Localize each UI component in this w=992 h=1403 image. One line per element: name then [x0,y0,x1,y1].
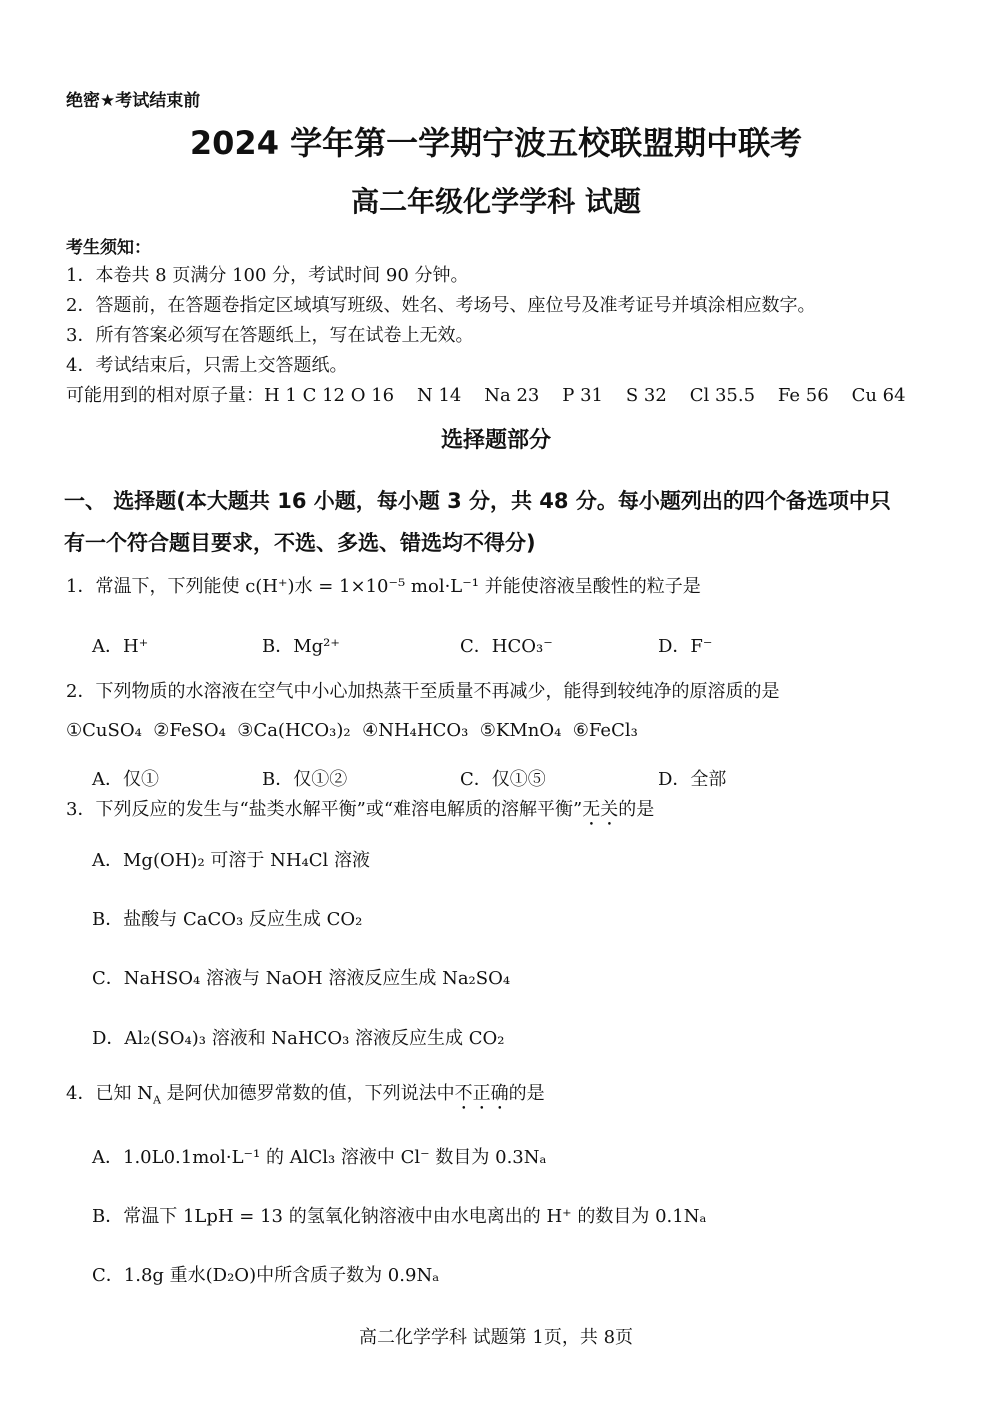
section-title: 选择题部分 [440,428,551,453]
q2-option-b: B．仅①② [262,769,348,790]
q2-option-a: A．仅① [92,769,159,790]
q1-suffix: 并能使溶液呈酸性的粒子是 [484,576,701,597]
section-instruction-2: 有一个符合题目要求，不选、多选、错选均不得分) [64,531,536,555]
q1-option-d: D．F⁻ [658,636,713,657]
q4-stem-sub: A [152,1093,161,1107]
page-footer: 高二化学学科 试题第 1页，共 8页 [358,1327,634,1348]
atomic-masses: 可能用到的相对原子量：H 1 C 12 O 16 N 14 Na 23 P 31 S 32 Cl 35.5 Fe 56 Cu 64 [66,385,906,406]
question-4-stem [66,1079,545,1114]
q1-formula: c(H⁺)水 = 1×10⁻⁵ mol·L⁻¹ [245,576,479,597]
section-instruction-1: 一、 选择题(本大题共 16 小题，每小题 3 分，共 48 分。每小题列出的四个备选项中只 [64,489,891,513]
notice-item-2: 2．答题前，在答题卷指定区域填写班级、姓名、考场号、座位号及准考证号并填涂相应数字。 [66,295,816,316]
q2-option-c: C．仅①⑤ [460,769,546,790]
q3-option-b: B．盐酸与 CaCO₃ 反应生成 CO₂ [92,909,363,930]
question-1-stem [66,572,701,598]
q1-option-c: C．HCO₃⁻ [460,636,553,657]
q3-option-a: A．Mg(OH)₂ 可溶于 NH₄Cl 溶液 [92,850,371,871]
q2-option-d: D．全部 [658,769,727,790]
notice-item-4: 4．考试结束后，只需上交答题纸。 [66,355,348,376]
q3-stem-prefix: 3．下列反应的发生与“盐类水解平衡”或“难溶电解质的溶解平衡” [66,799,583,820]
notice-item-3: 3．所有答案必须写在答题纸上，写在试卷上无效。 [66,325,474,346]
notice-item-1: 1．本卷共 8 页满分 100 分，考试时间 90 分钟。 [66,265,469,286]
exam-title: 2024 学年第一学期宁波五校联盟期中联考 [189,124,803,162]
q4-option-a: A．1.0L0.1mol·L⁻¹ 的 AlCl₃ 溶液中 Cl⁻ 数目为 0.3Nₐ [92,1147,547,1168]
notice-heading: 考生须知： [66,238,151,258]
q1-prefix: 1．常温下，下列能使 [66,576,240,597]
question-2-stem: 2．下列物质的水溶液在空气中小心加热蒸干至质量不再减少，能得到较纯净的原溶质的是 [66,681,780,702]
q3-stem-suffix: 的是 [618,799,655,820]
q1-option-a: A．H⁺ [92,636,149,657]
q4-stem-emphasis: 不正确 [454,1083,509,1104]
q4-stem-prefix: 4．已知 N [66,1083,153,1104]
q1-option-b: B．Mg²⁺ [262,636,340,657]
q4-stem-mid: 是阿伏加德罗常数的值，下列说法中 [160,1083,455,1104]
secret-label: 绝密★考试结束前 [66,91,201,111]
q3-stem-emphasis: 无关 [582,799,619,820]
q3-option-d: D．Al₂(SO₄)₃ 溶液和 NaHCO₃ 溶液反应生成 CO₂ [92,1028,505,1049]
question-3-stem [66,795,654,830]
q4-option-b: B．常温下 1LpH = 13 的氢氧化钠溶液中由水电离出的 H⁺ 的数目为 0.1Nₐ [92,1206,707,1227]
q4-option-c: C．1.8g 重水(D₂O)中所含质子数为 0.9Nₐ [92,1265,440,1286]
q3-option-c: C．NaHSO₄ 溶液与 NaOH 溶液反应生成 Na₂SO₄ [92,968,511,989]
q4-stem-suffix: 的是 [508,1083,545,1104]
exam-subtitle: 高二年级化学学科 试题 [351,185,641,218]
q2-substances: ①CuSO₄ ②FeSO₄ ③Ca(HCO₃)₂ ④NH₄HCO₃ ⑤KMnO₄ ⑥FeCl₃ [66,720,638,741]
